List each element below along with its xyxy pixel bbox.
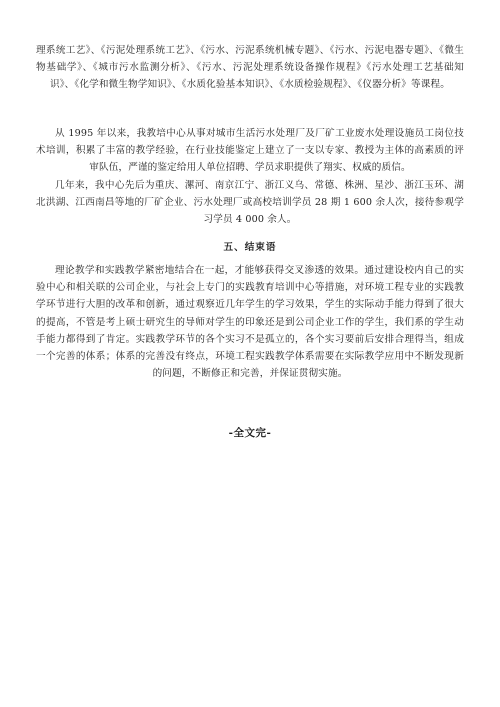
section-heading-conclusion: 五、结束语	[223, 242, 277, 253]
paragraph-course-list: 理系统工艺》、《污泥处理系统工艺》、《污水、污泥系统机械专题》、《污水、污泥电器专题》、《微生物基础学》、《城市污水监测分析》、《污水、污泥处理系统设备操作规程》《污水处理工艺基础知识》、《化学和微生物学知识》、《水质化验基本知识》、《水质检验规程》、《仪器分析》等课程。	[36, 45, 464, 91]
paragraph-training-locations: 几年来，我中心先后为重庆、漯河、南京江宁、浙江义乌、常德、株洲、星沙、浙江玉环、湖北洪湖、江西南昌等地的厂矿企业、污水处理厂或高校培训学员 28 期 1 600 余人次，接待参观学习学员 4 000 余人。	[36, 180, 464, 226]
end-of-document-mark: -全文完-	[228, 427, 272, 439]
paragraph-training-history: 从 1995 年以来，我教培中心从事对城市生活污水处理厂及厂矿工业废水处理设施员工岗位技术培训，积累了丰富的教学经验，在行业技能鉴定上建立了一支以专家、教授为主体的高素质的评审队伍，严谨的鉴定给用人单位招聘、学员求职提供了翔实、权威的质信。	[36, 128, 464, 174]
paragraph-conclusion: 理论教学和实践教学紧密地结合在一起，才能够获得交叉渗透的效果。通过建设校内自己的实验中心和相关联的公司企业，与社会上专门的实践教育培训中心等措施，对环境工程专业的实践教学环节进行大胆的改革和创新，通过观察近几年学生的学习效果，学生的实际动手能力得到了很大的提高，不管是考上硕士研究生的导师对学生的印象还是到公司企业工作的学生，我们系的学生动手能力都得到了肯定。实践教学环节的各个实习不是孤立的，各个实习要前后安排合理得当，组成一个完善的体系；体系的完善没有终点，环境工程实践教学体系需要在实际教学应用中不断发现新的问题，不断修正和完善，并保证贯彻实施。	[36, 265, 464, 380]
